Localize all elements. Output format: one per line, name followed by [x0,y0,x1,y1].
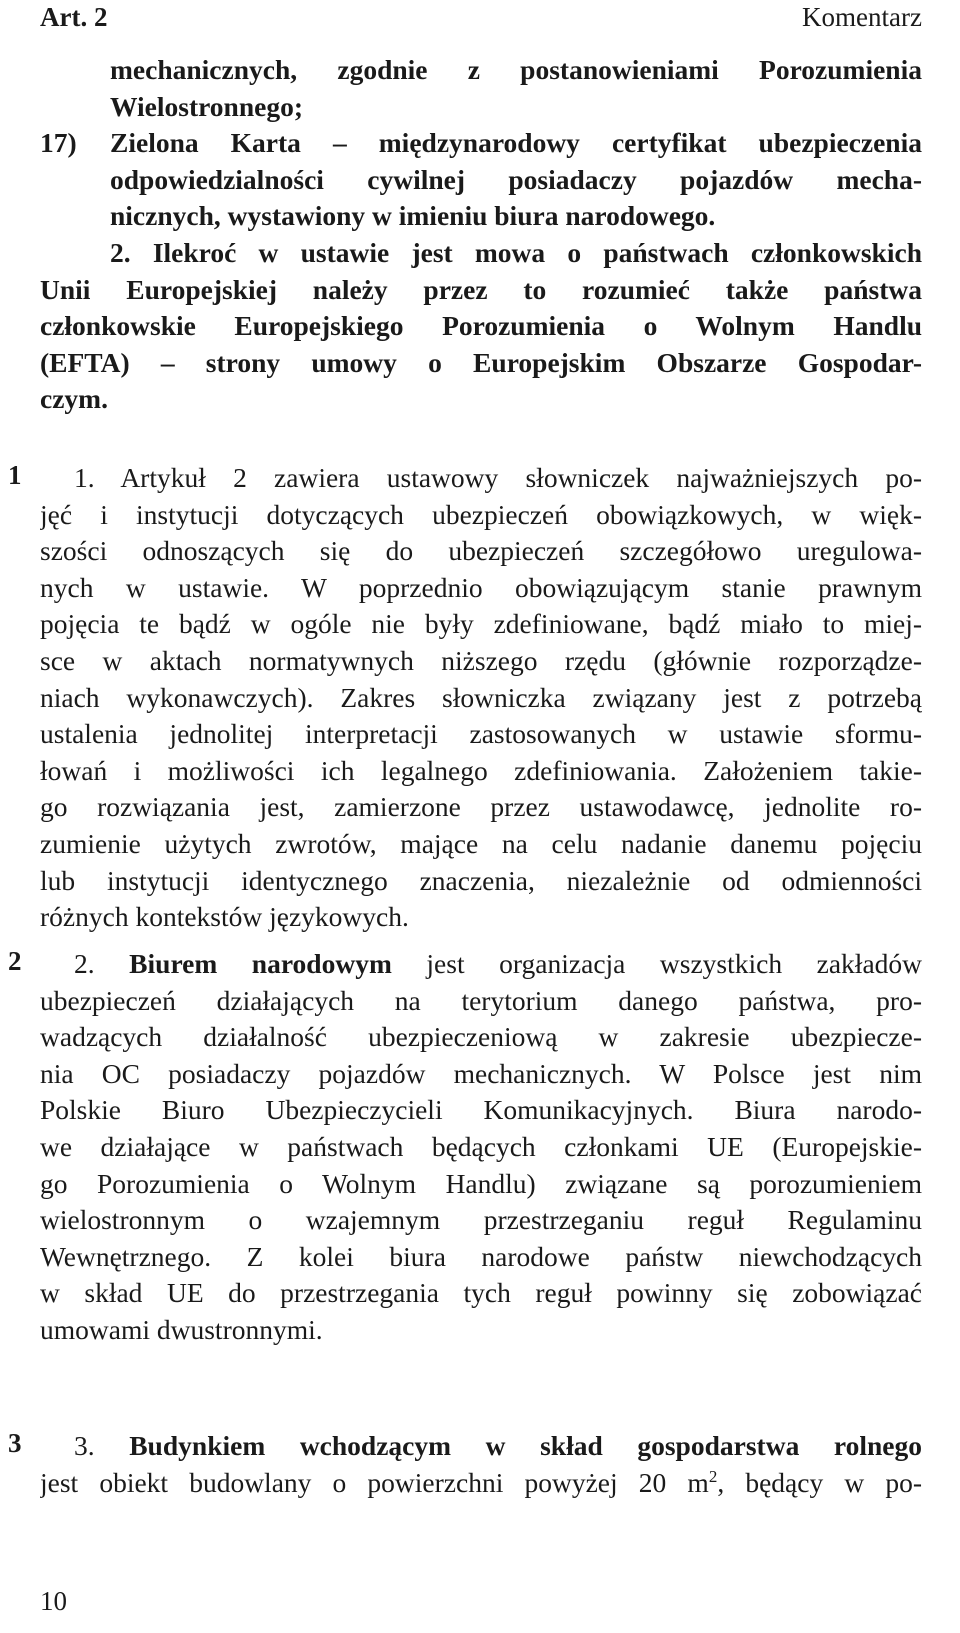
paragraph-line: sce w aktach normatywnych niższego rzędu (głównie rozporządze- [40,644,922,676]
paragraph-line: niach wykonawczych). Zakres słowniczka związany jest z potrzebą [40,681,922,713]
paragraph-line: nych w ustawie. W poprzednio obowiązującym stanie prawnym [40,571,922,603]
paragraph-line: 1. Artykuł 2 zawiera ustawowy słowniczek najważniejszych po- [74,462,922,493]
paragraph-line: go Porozumienia o Wolnym Handlu) związane są porozumieniem [40,1167,922,1199]
statute-line: mechanicznych, zgodnie z postanowieniami Porozumienia [110,54,922,85]
line-tail: , będący w po- [717,1466,922,1498]
commentary-paragraph-3 [40,1428,922,1501]
paragraph-line [40,1465,922,1502]
margin-number-3: 3 [8,1428,22,1458]
statute-para-2-line: członkowskie Europejskiego Porozumienia o Wolnym Handlu [40,310,922,342]
statute-line: nicznych, wystawiony w imieniu biura narodowego. [110,200,716,232]
statute-text [40,52,922,418]
paragraph-line: wadzących działalność ubezpieczeniową w zakresie ubezpiecze- [40,1021,922,1053]
paragraph-lead-line [40,1428,922,1465]
paragraph-line: we działające w państwach będących członkami UE (Europejskie- [40,1130,922,1162]
defined-term: Budynkiem wchodzącym w skład gospodarstwa rolnego [129,1430,922,1461]
paragraph-number: 2. [74,948,95,979]
running-header [40,0,922,40]
superscript: 2 [708,1466,718,1486]
paragraph-line: jęć i instytucji dotyczących ubezpieczeń obowiązkowych, w więk- [40,498,922,530]
statute-line: Zielona Karta – międzynarodowy certyfikat ubezpieczenia [110,127,922,159]
statute-line: Wielostronnego; [110,90,304,122]
paragraph-line: szości odnoszących się do ubezpieczeń szczegółowo uregulowa- [40,535,922,567]
article-label: Art. 2 [40,2,108,32]
statute-item-17 [40,125,922,162]
paragraph-line: łowań i możliwości ich legalnego zdefiniowania. Założeniem takie- [40,754,922,786]
paragraph-line: lub instytucji identycznego znaczenia, niezależnie od odmienności [40,864,922,896]
paragraph-line: Wewnętrznego. Z kolei biura narodowe państw niewchodzących [40,1240,922,1272]
line-text: jest obiekt budowlany o powierzchni powyżej 20 m [40,1466,709,1498]
paragraph-line: pojęcia te bądź w ogóle nie były zdefiniowane, bądź miało to miej- [40,608,922,640]
paragraph-line: go rozwiązania jest, zamierzone przez ustawodawcę, jednolite ro- [40,791,922,823]
statute-line: odpowiedzialności cywilnej posiadaczy pojazdów mecha- [110,163,922,195]
statute-para-2-line: czym. [40,383,108,415]
statute-para-2-line: Unii Europejskiej należy przez to rozumieć także państwa [40,273,922,305]
defined-term: Biurem narodowym [129,948,392,979]
paragraph-number: 3. [74,1430,95,1461]
paragraph-line: wielostronnym o wzajemnym przestrzeganiu reguł Regulaminu [40,1204,922,1236]
page-number: 10 [40,1586,67,1616]
paragraph-line: ubezpieczeń działających na terytorium danego państwa, pro- [40,984,922,1016]
paragraph-lead-line [40,946,922,983]
commentary-paragraph-2 [40,946,922,1349]
paragraph-line: umowami dwustronnymi. [40,1313,323,1345]
margin-number-2: 2 [8,946,22,976]
paragraph-line: Polskie Biuro Ubezpieczycieli Komunikacyjnych. Biura narodo- [40,1094,922,1126]
section-label: Komentarz [802,2,922,32]
statute-para-2-line: (EFTA) – strony umowy o Europejskim Obszarze Gospodar- [40,346,922,378]
statute-para-2-line: 2. Ilekroć w ustawie jest mowa o państwach członkowskich [110,236,922,268]
margin-number-1: 1 [8,460,22,490]
item-number: 17) [40,127,77,159]
paragraph-line: ustalenia jednolitej interpretacji zastosowanych w ustawie sformu- [40,718,922,750]
lead-rest: jest organizacja wszystkich zakładów [426,948,922,979]
paragraph-line: nia OC posiadaczy pojazdów mechanicznych. W Polsce jest nim [40,1057,922,1089]
paragraph-line: zumienie użytych zwrotów, mające na celu nadanie danemu pojęciu [40,827,922,859]
commentary-paragraph-1 [40,460,922,936]
paragraph-line: w skład UE do przestrzegania tych reguł powinny się zobowiązać [40,1277,922,1309]
paragraph-line: różnych kontekstów językowych. [40,901,409,933]
